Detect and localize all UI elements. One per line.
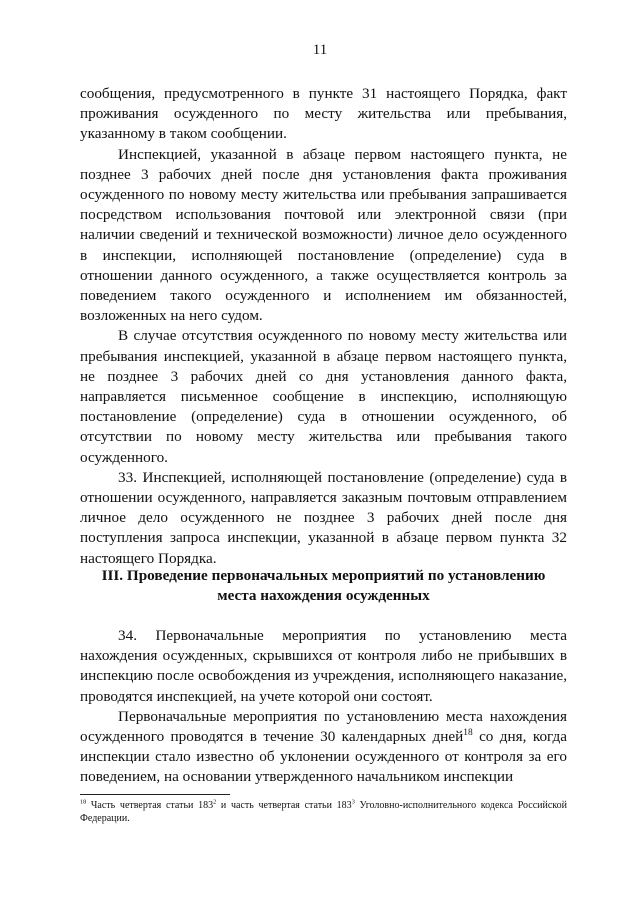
footnote-text: Часть четвертая статьи 183 [86, 800, 214, 811]
footnote-reference: 18 [463, 727, 473, 738]
paragraph [80, 707, 567, 788]
footnote-superscript: 2 [213, 798, 217, 806]
text-block-upper [80, 84, 567, 569]
footnote-divider [80, 794, 230, 795]
paragraph: Инспекцией, указанной в абзаце первом настоящего пункта, не позднее 3 рабочих дней после дня установления факта проживания осужденного по новому месту жительства или пребывания запрашивается посредством использования почтовой или электронной связи (при наличии сведений и технической возможности) личное дело осужденного в инспекции, исполняющей постановление (определение) суда в отношении данного осужденного, а также осуществляется контроль за поведением такого осужденного и исполнением им обязанностей, возложенных на него судом. [80, 145, 567, 325]
footnote-superscript: 3 [351, 798, 355, 806]
paragraph-item-33: 33. Инспекцией, исполняющей постановление (определение) суда в отношении осужденного, направляется заказным почтовым отправлением личное дело осужденного не позднее 3 рабочих дней после дня поступления запроса инспекции, указанной в абзаце первом пункта 32 настоящего Порядка. [80, 468, 567, 567]
section-heading [80, 566, 567, 606]
paragraph: В случае отсутствия осужденного по новому месту жительства или пребывания инспекцией, указанной в абзаце первом настоящего пункта, не позднее 3 рабочих дней со дня установления данного факта, направляется письменное сообщение в инспекцию, исполняющую постановление (определение) суда в отношении осужденного, об отсутствии по новому месту жительства или пребывания такого осужденного. [80, 327, 567, 466]
paragraph-text: со дня, когда инспекции стало известно об уклонении осужденного от контроля за его поведением, на основании утвержденного начальником инспекции [80, 728, 567, 786]
footnote-mark: 18 [80, 798, 87, 806]
paragraph-item-34: 34. Первоначальные мероприятия по установлению места нахождения осужденных, скрывшихся от контроля либо не прибывших в инспекцию после освобождения из учреждения, исполняющего наказание, проводятся инспекцией, на учете которой они состоят. [80, 627, 567, 705]
page-number: 11 [312, 42, 328, 58]
footnote-text: Уголовно-исполнительного кодекса Российской Федерации. [80, 800, 567, 824]
paragraph-text: Первоначальные мероприятия по установлению места нахождения осужденного проводятся в течение 30 календарных дней [80, 707, 567, 746]
footnote-text: и часть четвертая статьи 183 [216, 800, 352, 811]
footnote [80, 799, 567, 825]
section-heading-line: III. Проведение первоначальных мероприятий по установлению [101, 567, 546, 584]
text-block-lower [80, 626, 567, 788]
section-heading-line: места нахождения осужденных [217, 587, 430, 605]
paragraph: сообщения, предусмотренного в пункте 31 настоящего Порядка, факт проживания осужденного по месту жительства или пребывания, указанному в таком сообщении. [80, 85, 567, 143]
